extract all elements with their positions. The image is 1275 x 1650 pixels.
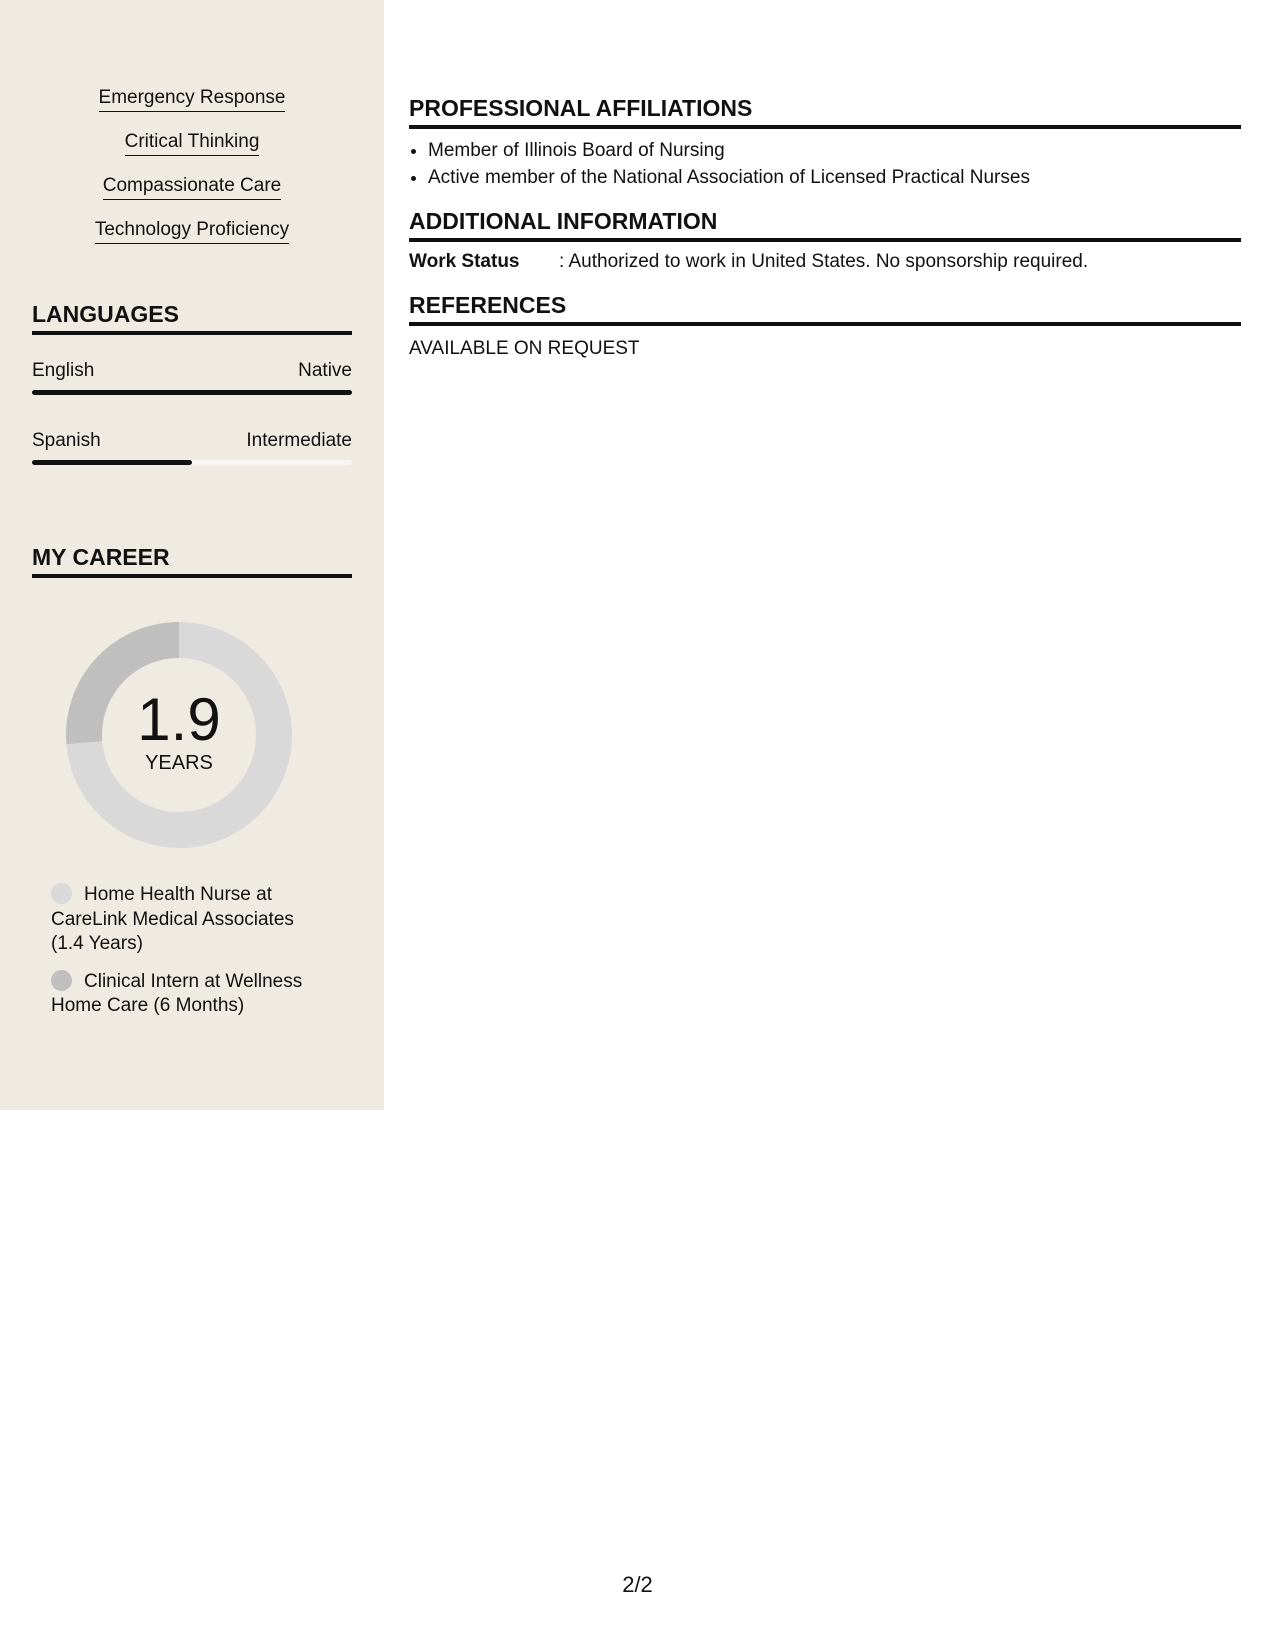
language-row-english <box>32 359 352 383</box>
work-status-row <box>409 250 1241 274</box>
career-legend-item <box>51 970 313 1019</box>
career-legend <box>51 883 313 1032</box>
skills-list <box>0 86 384 262</box>
legend-dot <box>51 970 72 991</box>
sidebar <box>0 0 384 1110</box>
additional-info-heading: ADDITIONAL INFORMATION <box>409 207 1241 242</box>
work-status-value: : Authorized to work in United States. No sponsorship required. <box>559 251 1089 272</box>
language-bar-spanish <box>32 460 352 465</box>
language-bar-fill <box>32 390 352 395</box>
language-level: Intermediate <box>246 430 352 451</box>
languages-heading: LANGUAGES <box>32 300 352 335</box>
career-legend-item <box>51 883 313 957</box>
career-heading: MY CAREER <box>32 543 352 578</box>
career-item-label: Clinical Intern at Wellness Home Care (6 Months) <box>51 970 303 1016</box>
career-total-unit: YEARS <box>145 752 213 774</box>
skill-item: Technology Proficiency <box>95 218 289 244</box>
legend-dot <box>51 883 72 904</box>
language-row-spanish <box>32 429 352 453</box>
affiliation-item: • Active member of the National Association of Licensed Practical Nurses <box>428 164 1241 191</box>
skill-item: Compassionate Care <box>103 174 281 200</box>
career-total-years: 1.9 <box>137 686 221 753</box>
career-donut-chart <box>66 622 292 848</box>
work-status-label: Work Status <box>409 251 520 272</box>
language-bar-english <box>32 390 352 395</box>
main-content <box>409 94 1241 361</box>
affiliations-list <box>409 137 1241 191</box>
skill-item: Emergency Response <box>99 86 286 112</box>
affiliations-heading: PROFESSIONAL AFFILIATIONS <box>409 94 1241 129</box>
skill-item: Critical Thinking <box>125 130 260 156</box>
affiliation-item: • Member of Illinois Board of Nursing <box>428 137 1241 164</box>
references-heading: REFERENCES <box>409 291 1241 326</box>
language-level: Native <box>298 360 352 381</box>
career-item-label: Home Health Nurse at CareLink Medical Associates (1.4 Years) <box>51 884 294 954</box>
language-bar-fill <box>32 460 192 465</box>
page-number: 2/2 <box>622 1572 653 1597</box>
donut-center <box>66 622 292 848</box>
language-name: Spanish <box>32 430 101 451</box>
language-name: English <box>32 360 95 381</box>
references-text: AVAILABLE ON REQUEST <box>409 338 640 359</box>
